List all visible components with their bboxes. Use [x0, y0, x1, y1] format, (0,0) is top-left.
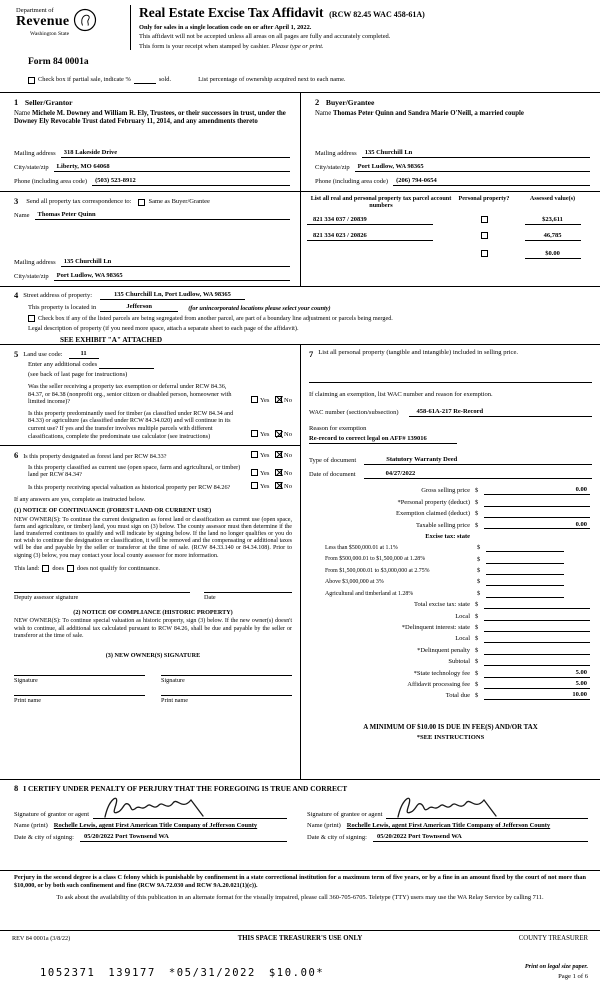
located-in-label: This property is located in	[28, 304, 97, 312]
dollar-sign: $	[475, 487, 479, 495]
new-owner-signature-field-2[interactable]: Signature	[161, 675, 292, 685]
dept-prefix-label: Department of	[16, 7, 54, 14]
grantee-name-print-label: Name (print)	[307, 822, 341, 830]
seller-name-label: Name	[14, 109, 31, 117]
county-select-field[interactable]: Jefferson	[100, 303, 178, 312]
assessed-value-column-header: Assessed value(s)	[529, 195, 576, 202]
dollar-sign: $	[477, 567, 481, 575]
correspondence-title: Send all property tax correspondence to:	[26, 198, 132, 206]
additional-codes-row	[14, 361, 292, 369]
section-3-number: 3	[14, 196, 19, 206]
dollar-sign: $	[475, 692, 479, 700]
buyer-phone-field[interactable]: (206) 794-0654	[393, 177, 590, 186]
exemption-intro: If claiming an exemption, list WAC number and reason for exemption.	[309, 391, 493, 399]
same-as-buyer-label: Same as Buyer/Grantee	[148, 198, 210, 206]
buyer-name-label: Name	[315, 109, 332, 117]
new-owner-print-name-field-2[interactable]: Print name	[161, 695, 292, 705]
personal-property-checkbox-1[interactable]	[481, 216, 488, 223]
grantor-date-city-label: Date & city of signing:	[14, 833, 74, 841]
see-instructions-note: *SEE INSTRUCTIONS	[416, 733, 485, 741]
timber-question-text: Is this property predominantly used for timber (as classified under RCW 84.34 and 84.33) or agriculture (as classified under RCW 84.34.020) and will continue in its current use? If yes and the transfer involves multiple parcels with different classifications, complete the predominate use calculator (see instructions)	[28, 409, 234, 440]
accessibility-text: To ask about the availability of this publication in an alternate format for the visually impaired, please call 360-705-6705. Teletype (TTY) users may use the WA Relay Service by calling 711.	[56, 893, 544, 901]
land-qualify-row	[14, 565, 292, 573]
land-use-section	[0, 345, 300, 445]
dollar-sign: $	[475, 646, 479, 654]
wac-number-field[interactable]: 458-61A-217 Re-Record	[409, 408, 592, 417]
current-use-no-checkbox[interactable]	[275, 469, 282, 476]
parcel-number-field-2[interactable]: 821 334 023 / 20826	[307, 232, 433, 241]
correspondence-name-label: Name	[14, 212, 30, 220]
historical-yes-checkbox[interactable]	[251, 482, 258, 489]
land-does-label: does	[52, 564, 64, 572]
dollar-sign: $	[475, 624, 479, 632]
seller-phone-label: Phone (including area code)	[14, 177, 88, 185]
subtotal-row	[309, 655, 592, 666]
excise-tax-computation	[309, 484, 592, 700]
correspondence-section	[0, 191, 600, 286]
timber-no-checkbox[interactable]	[275, 430, 282, 437]
correspondence-mailing-label: Mailing address	[14, 259, 56, 267]
unincorporated-note: (for unincorporated locations please select your county)	[188, 304, 331, 312]
grantor-signature-image	[101, 789, 211, 823]
personal-property-intro: List all personal property (tangible and intangible) included in selling price.	[318, 349, 519, 356]
dollar-sign: $	[475, 510, 479, 518]
deputy-assessor-signature-field[interactable]: Deputy assessor signature	[14, 592, 190, 602]
gross-selling-price-row	[309, 484, 592, 495]
exemption-question-text: Was the seller receiving a property tax exemption or deferral under RCW 84.36, 84.37, or 84.38 (nonprofit org., senior citizen or disabled person, homeowner with limited income)?	[28, 383, 232, 406]
timber-yes-checkbox[interactable]	[251, 430, 258, 437]
exemption-yes-checkbox[interactable]	[251, 396, 258, 403]
treasurer-footer	[0, 930, 600, 992]
seller-city-field[interactable]: Liberty, MO 64068	[54, 163, 290, 172]
land-use-code-field[interactable]: 11	[69, 350, 99, 359]
gross-selling-price-field[interactable]: 0.00	[484, 486, 590, 495]
treasurer-space-label: THIS SPACE TREASURER'S USE ONLY	[237, 935, 363, 942]
perjury-notice	[0, 870, 600, 930]
bracket-3-field[interactable]	[486, 567, 564, 576]
bracket-5-label: Agricultural and timberland at 1.28%	[325, 590, 414, 597]
historical-question-text: Is this property receiving special valuation as historical property per RCW 84.26?	[28, 484, 231, 492]
bracket-4-field[interactable]	[486, 578, 564, 587]
historical-no-checkbox[interactable]	[275, 482, 282, 489]
dollar-sign: $	[475, 681, 479, 688]
timber-no-label: No	[284, 431, 292, 439]
section-7-number: 7	[309, 349, 314, 359]
section-8-number: 8	[14, 783, 19, 793]
dollar-sign: $	[477, 578, 481, 586]
gross-selling-price-label: Gross selling price	[421, 487, 470, 495]
total-excise-state-field[interactable]	[484, 601, 590, 610]
delinquent-penalty-label: *Delinquent penalty	[417, 646, 470, 654]
grantor-date-city-field[interactable]: 05/20/2022 Port Townsend WA	[80, 833, 287, 842]
additional-codes-label: Enter any additional codes	[28, 361, 98, 369]
current-use-yes-checkbox[interactable]	[251, 469, 258, 476]
personal-property-deduct-row	[309, 495, 592, 506]
buyer-grantee-block	[300, 93, 600, 191]
delinquent-penalty-field[interactable]	[484, 646, 590, 655]
minimum-due-note: A MINIMUM OF $10.00 IS DUE IN FEE(S) AND/OR TAX	[363, 724, 538, 732]
forest-yes-checkbox[interactable]	[251, 451, 258, 458]
forest-question-text: Is this property designated as forest land per RCW 84.33?	[23, 453, 167, 461]
delinquent-interest-field[interactable]	[484, 623, 590, 632]
excise-tax-state-header-row	[309, 529, 592, 540]
affidavit-processing-fee-field[interactable]: 5.00	[484, 680, 590, 689]
local-interest-label: Local	[455, 635, 470, 643]
forest-no-label: No	[284, 451, 292, 459]
bracket-3-label: From $1,500,000.01 to $3,000,000 at 2.75%	[325, 567, 430, 574]
parcel-number-field-3[interactable]	[307, 248, 433, 256]
bracket-1-label: Less than $500,000.01 at 1.1%	[325, 545, 398, 552]
property-section	[0, 286, 600, 344]
assessed-value-field-2[interactable]: 46,785	[525, 232, 581, 241]
parcel-table	[300, 192, 600, 286]
personal-property-column-header: Personal property?	[458, 195, 510, 202]
total-due-field[interactable]: 10.00	[484, 691, 590, 700]
section-1-number: 1	[14, 97, 19, 107]
parcel-row-2	[307, 232, 592, 241]
new-owner-signature-heading: (3) NEW OWNER(S) SIGNATURE	[105, 651, 201, 659]
header-note-2: This affidavit will not be accepted unless all areas on all pages are fully and accurately completed.	[139, 33, 391, 41]
subtotal-field[interactable]	[484, 658, 590, 667]
bracket-1-field[interactable]	[486, 544, 564, 553]
grantee-signature-field[interactable]	[386, 795, 588, 819]
partial-sale-row	[28, 76, 588, 84]
title-rcw-reference: (RCW 82.45 WAC 458-61A)	[329, 10, 425, 19]
current-use-no-label: No	[284, 469, 292, 477]
street-address-field[interactable]: 135 Churchill Ln, Port Ludlow, WA 98365	[100, 291, 245, 300]
reason-for-exemption-field[interactable]: Re-record to correct legal on AFF# 139016	[309, 435, 457, 444]
page-title: Real Estate Excise Tax Affidavit	[139, 5, 324, 20]
state-technology-fee-field[interactable]: 5.00	[484, 669, 590, 678]
exemption-claimed-label: Exemption claimed (deduct)	[395, 510, 470, 518]
local-interest-field[interactable]	[484, 635, 590, 644]
personal-property-deduct-label: *Personal property (deduct)	[397, 498, 470, 506]
page-number: Page 1 of 6	[558, 972, 588, 980]
dollar-sign: $	[477, 555, 481, 563]
parcel-column-header: List all real and personal property tax parcel account numbers	[310, 195, 452, 210]
bracket-2-label: From $500,000.01 to $1,500,000 at 1.28%	[325, 556, 426, 563]
type-of-document-field[interactable]: Statutory Warranty Deed	[364, 456, 592, 465]
bracket-5-field[interactable]	[486, 589, 564, 598]
answers-yes-note: If any answers are yes, complete as instructed below.	[14, 495, 146, 503]
dollar-sign: $	[475, 658, 479, 666]
dollar-sign: $	[475, 601, 479, 609]
timber-yes-label: Yes	[259, 431, 270, 439]
total-excise-state-row	[309, 598, 592, 609]
form-header	[0, 0, 600, 92]
seller-name-value[interactable]: Michele M. Downey and William R. Ely, Trustees, or their successors in trust, under the Downey Ely Revocable Trust dated February 11, 2014, and any amendments thereto	[14, 109, 286, 126]
wac-number-label: WAC number (section/subsection)	[309, 409, 399, 417]
date-of-document-field[interactable]: 04/27/2022	[364, 470, 592, 479]
segregated-parcels-checkbox[interactable]	[28, 315, 35, 322]
bracket-3-row	[309, 564, 592, 575]
section-5-number: 5	[14, 349, 19, 359]
local-tax-label: Local	[455, 612, 470, 620]
dollar-sign: $	[475, 498, 479, 506]
dollar-sign: $	[475, 521, 479, 529]
assessed-value-field-3[interactable]: $0.00	[525, 250, 581, 259]
segregated-parcels-label: Check box if any of the listed parcels are being segregated from another parcel, are part of a boundary line adjustment or parcels being merged.	[38, 315, 393, 323]
this-land-label: This land:	[14, 564, 40, 572]
compliance-paragraph: NEW OWNER(S): To continue special valuation as historic property, sign (3) below. If the new owner(s) doesn't wish to continue, all additional tax calculated pursuant to RCW 84.26, shall be due and payable by the seller or transferor at the time of sale.	[14, 618, 292, 639]
land-use-code-label: Land use code:	[23, 351, 63, 359]
left-column	[0, 345, 300, 779]
land-does-not-checkbox[interactable]	[67, 565, 74, 572]
section-4-number: 4	[14, 290, 19, 300]
grantor-certification-block	[14, 795, 301, 841]
dept-name-label: Revenue	[16, 13, 70, 29]
exemption-claimed-row	[309, 507, 592, 518]
partial-sale-percent-field[interactable]	[134, 77, 156, 84]
exemption-claimed-field[interactable]	[484, 510, 590, 519]
seller-mailing-field[interactable]: 318 Lakeside Drive	[61, 149, 290, 158]
certification-section	[0, 779, 600, 870]
personal-property-checkbox-2[interactable]	[481, 232, 488, 239]
current-use-yes-label: Yes	[259, 469, 270, 477]
correspondence-city-label: City/state/zip	[14, 273, 49, 281]
seller-city-label: City/state/zip	[14, 163, 49, 171]
legal-description-value[interactable]: SEE EXHIBIT "A" ATTACHED	[60, 335, 163, 344]
partial-sale-checkbox[interactable]	[28, 77, 35, 84]
dollar-sign: $	[475, 669, 479, 677]
dollar-sign: $	[477, 544, 481, 552]
middle-columns	[0, 344, 600, 779]
total-due-label: Total due	[445, 692, 470, 700]
total-due-row	[309, 689, 592, 700]
land-does-checkbox[interactable]	[42, 565, 49, 572]
street-address-label: Street address of property:	[23, 292, 93, 300]
taxable-selling-price-field[interactable]: 0.00	[484, 521, 590, 530]
buyer-city-label: City/state/zip	[315, 163, 350, 171]
parcel-number-field-1[interactable]: 821 334 037 / 20839	[307, 216, 433, 225]
dollar-sign: $	[475, 612, 479, 620]
designation-section	[0, 445, 300, 779]
grantee-signature-label: Signature of grantee or agent	[307, 811, 383, 819]
correspondence-mailing-field[interactable]: 135 Churchill Ln	[61, 258, 290, 267]
bracket-5-row	[309, 586, 592, 597]
bracket-2-field[interactable]	[486, 555, 564, 564]
personal-property-deduct-field[interactable]	[484, 498, 590, 507]
buyer-city-field[interactable]: Port Ludlow, WA 98365	[355, 163, 590, 172]
ownership-note: List percentage of ownership acquired next to each name.	[198, 76, 346, 83]
state-technology-fee-row	[309, 666, 592, 677]
tax-correspondence-block	[0, 192, 300, 286]
perjury-text: Perjury in the second degree is a class C felony which is punishable by confinement in a state correctional institution for a maximum term of five years, or by a fine in an amount fixed by the court of not more than $10,000, or by both such confinement and fine (RCW 9A.72.030 and RCW 9A.20.021(1)(c)).	[14, 874, 586, 889]
grantor-signature-label: Signature of grantor or agent	[14, 811, 90, 819]
new-owner-print-name-field-1[interactable]: Print name	[14, 695, 145, 705]
personal-property-list-field[interactable]	[309, 377, 592, 383]
partial-sale-label: Check box if partial sale, indicate %	[38, 76, 131, 83]
delinquent-penalty-row	[309, 643, 592, 654]
land-does-not-label: does not qualify for continuance.	[76, 564, 160, 572]
state-technology-fee-label: *State technology fee	[413, 669, 470, 677]
grantor-name-print-label: Name (print)	[14, 822, 48, 830]
buyer-mailing-label: Mailing address	[315, 149, 357, 157]
dollar-sign: $	[477, 589, 481, 597]
washington-seal-icon	[73, 8, 97, 32]
bracket-4-label: Above $3,000,000 at 3%	[325, 579, 384, 586]
personal-property-checkbox-3[interactable]	[481, 250, 488, 257]
buyer-mailing-field[interactable]: 135 Churchill Ln	[362, 149, 590, 158]
exemption-no-label: No	[284, 396, 292, 404]
dollar-sign: $	[475, 635, 479, 643]
local-interest-row	[309, 632, 592, 643]
bracket-4-row	[309, 575, 592, 586]
local-tax-field[interactable]	[484, 612, 590, 621]
seller-section-title: Seller/Grantor	[24, 98, 73, 107]
certification-statement: I CERTIFY UNDER PENALTY OF PERJURY THAT THE FOREGOING IS TRUE AND CORRECT	[23, 784, 348, 794]
assessed-value-field-1[interactable]: $23,611	[525, 216, 581, 225]
new-owner-signature-field-1[interactable]: Signature	[14, 675, 145, 685]
seller-grantor-block	[0, 93, 300, 191]
forest-yes-label: Yes	[259, 451, 270, 459]
continuance-heading: (1) NOTICE OF CONTINUANCE (FOREST LAND OR CURRENT USE)	[14, 507, 212, 515]
buyer-section-title: Buyer/Grantee	[325, 98, 375, 107]
historical-no-label: No	[284, 482, 292, 490]
affidavit-processing-fee-label: Affidavit processing fee	[407, 681, 470, 688]
seller-mailing-label: Mailing address	[14, 149, 56, 157]
grantee-name-print-field[interactable]: Rochelle Lewis, agent First American Title Company of Jefferson County	[346, 822, 551, 830]
dept-state-label: Washington State	[30, 30, 70, 37]
current-use-question-text: Is this property classified as current use (open space, farm and agricultural, or timber) land per RCW 84.34?	[28, 463, 241, 479]
legal-size-paper-note: Print on legal size paper.	[524, 963, 588, 970]
deputy-assessor-date-field[interactable]: Date	[204, 592, 292, 602]
taxable-selling-price-label: Taxable selling price	[415, 521, 470, 529]
bracket-1-row	[309, 541, 592, 552]
grantee-signature-image	[394, 789, 504, 823]
compliance-heading: (2) NOTICE OF COMPLIANCE (HISTORIC PROPERTY)	[73, 608, 233, 616]
header-note-1: Only for sales in a single location code on or after April 1, 2022.	[139, 23, 312, 31]
section-6-number: 6	[14, 450, 19, 461]
header-note-3: This form is your receipt when stamped by cashier. Please type or print.	[139, 42, 324, 50]
see-instructions-note: (see back of last page for instructions)	[28, 371, 128, 379]
same-as-buyer-checkbox[interactable]	[138, 199, 145, 206]
additional-codes-field[interactable]	[99, 362, 154, 369]
county-treasurer-label: COUNTY TREASURER	[518, 935, 588, 942]
seller-phone-field[interactable]: (503) 523-8912	[92, 177, 290, 186]
exemption-no-checkbox[interactable]	[275, 396, 282, 403]
local-tax-row	[309, 609, 592, 620]
bracket-2-row	[309, 552, 592, 563]
type-of-document-label: Type of document	[309, 457, 357, 465]
grantor-signature-field[interactable]	[93, 795, 287, 819]
subtotal-label: Subtotal	[448, 658, 470, 666]
dor-logo	[10, 5, 130, 50]
reason-for-exemption-label: Reason for exemption	[309, 425, 367, 433]
date-of-document-label: Date of document	[309, 470, 356, 478]
parcel-row-3	[307, 248, 592, 259]
buyer-name-value[interactable]: Thomas Peter Quinn and Sandra Marie O'Neill, a married couple	[332, 109, 524, 117]
tax-section	[300, 345, 600, 779]
correspondence-city-field[interactable]: Port Ludlow, WA 98365	[54, 272, 290, 281]
excise-tax-state-header: Excise tax: state	[425, 532, 470, 540]
partial-sale-suffix: sold.	[158, 76, 172, 83]
grantee-date-city-field[interactable]: 05/20/2022 Port Townsend WA	[373, 833, 588, 842]
continuance-paragraph: NEW OWNER(S): To continue the current designation as forest land or classification as current use (open space, farm and agriculture, or timber) land, you must sign on (3) below. The county assessor must then determine if the land transferred continues to qualify and will indicate by signing below. If the land no longer qualifies or you do not wish to continue the designation or classification, it will be removed and the compensating or additional taxes will be due and payable by the seller or transferor at the time of sale. (RCW 84.33.140 or 84.34.108). Prior to signing (3) below, you may contact your local county assessor for more information.	[14, 516, 292, 559]
grantee-date-city-label: Date & city of signing:	[307, 833, 367, 841]
historical-yes-label: Yes	[259, 482, 270, 490]
treasurer-receipt-stamp: 1052371 139177 *05/31/2022 $10.00*	[40, 967, 325, 979]
form-revision-label: REV 84 0001a (3/8/22)	[12, 935, 71, 942]
total-excise-state-label: Total excise tax: state	[413, 601, 470, 609]
form-number: Form 84 0001a	[28, 57, 89, 67]
grantee-certification-block	[301, 795, 588, 841]
buyer-phone-label: Phone (including area code)	[315, 177, 389, 185]
section-2-number: 2	[315, 97, 320, 107]
correspondence-name-field[interactable]: Thomas Peter Quinn	[35, 211, 290, 220]
grantor-name-print-field[interactable]: Rochelle Lewis, agent First American Title Company of Jefferson County	[53, 822, 258, 830]
exemption-yes-label: Yes	[259, 396, 270, 404]
affidavit-processing-fee-row	[309, 678, 592, 689]
delinquent-interest-label: *Delinquent interest: state	[401, 624, 470, 632]
taxable-selling-price-row	[309, 518, 592, 529]
delinquent-interest-row	[309, 621, 592, 632]
parcel-row-1	[307, 216, 592, 225]
forest-no-checkbox[interactable]	[275, 451, 282, 458]
parties-section	[0, 92, 600, 191]
legal-description-label: Legal description of property (if you need more space, attach a separate sheet to each page of the affidavit).	[28, 325, 299, 333]
